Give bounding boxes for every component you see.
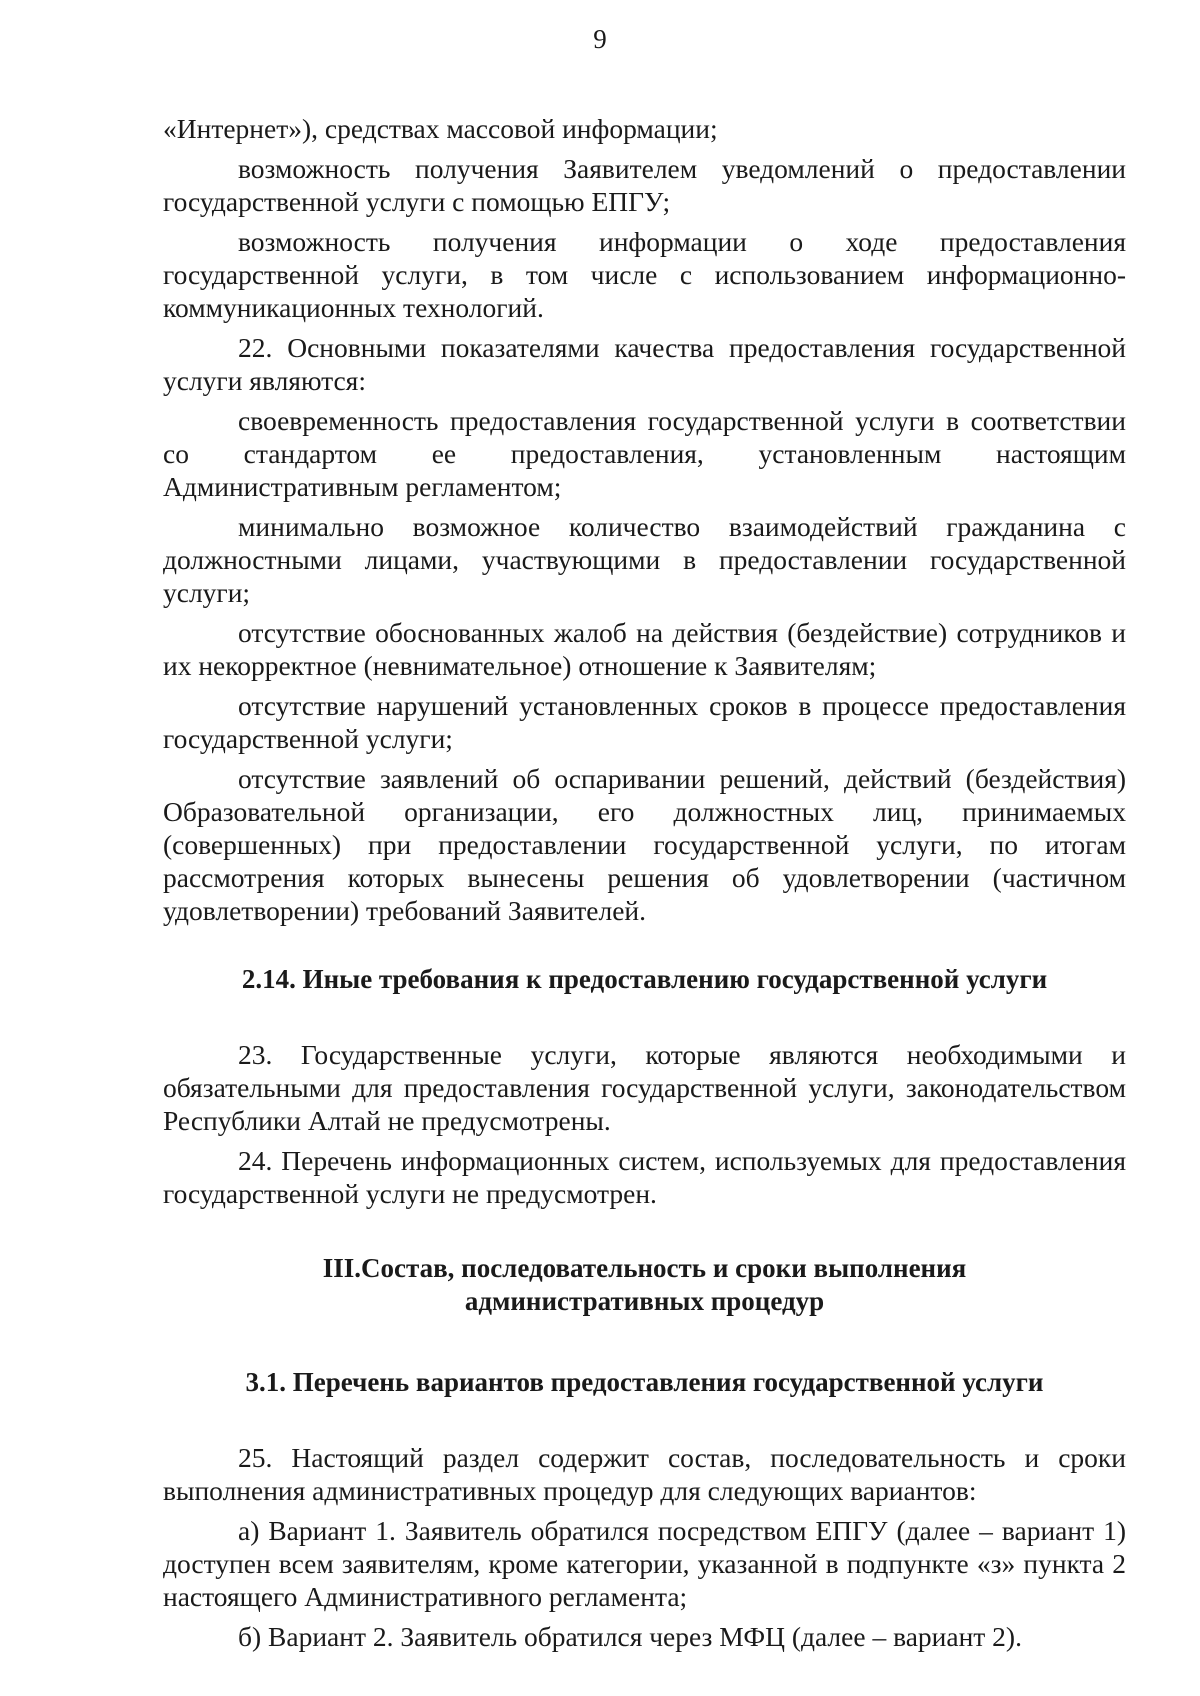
paragraph-item-24: 24. Перечень информационных систем, используемых для предоставления государственной услуги не предусмотрен.	[163, 1145, 1126, 1209]
paragraph: отсутствие заявлений об оспаривании решений, действий (бездействия) Образовательной организации, его должностных лиц, принимаемых (совершенных) при предоставлении государственной услуги, по итогам рассмотрения которых вынесены решения об удовлетворении (частичном удовлетворении) требований Заявителей.	[163, 763, 1126, 926]
section-heading-2-14: 2.14. Иные требования к предоставлению государственной услуги	[241, 964, 1048, 994]
paragraph-item-23: 23. Государственные услуги, которые являются необходимыми и обязательными для предоставления государственной услуги, законодательством Республики Алтай не предусмотрены.	[163, 1039, 1126, 1136]
paragraph-item-25: 25. Настоящий раздел содержит состав, последовательность и сроки выполнения административных процедур для следующих вариантов:	[163, 1442, 1126, 1506]
section-heading-III-line1: III.Состав, последовательность и сроки выполнения	[322, 1253, 967, 1283]
paragraph: возможность получения информации о ходе предоставления государственной услуги, в том числе с использованием информационно-коммуникационных технологий.	[163, 226, 1126, 323]
paragraph-item-22: 22. Основными показателями качества предоставления государственной услуги являются:	[163, 332, 1126, 396]
section-heading-III	[163, 1252, 1126, 1318]
section-heading-III-line2: административных процедур	[464, 1286, 825, 1316]
page-number: 9	[593, 24, 607, 54]
paragraph: своевременность предоставления государственной услуги в соответствии со стандартом ее предоставления, установленным настоящим Административным регламентом;	[163, 405, 1126, 502]
document-body	[163, 112, 1126, 1660]
paragraph: минимально возможное количество взаимодействий гражданина с должностными лицами, участвующими в предоставлении государственной услуги;	[163, 511, 1126, 608]
paragraph: отсутствие нарушений установленных сроков в процессе предоставления государственной услуги;	[163, 690, 1126, 754]
paragraph: «Интернет»), средствах массовой информации;	[163, 113, 718, 144]
paragraph: возможность получения Заявителем уведомлений о предоставлении государственной услуги с помощью ЕПГУ;	[163, 153, 1126, 217]
section-heading-3-1: 3.1. Перечень вариантов предоставления государственной услуги	[245, 1367, 1044, 1397]
paragraph-variant-1: а) Вариант 1. Заявитель обратился посредством ЕПГУ (далее – вариант 1) доступен всем заявителям, кроме категории, указанной в подпункте «з» пункта 2 настоящего Административного регламента;	[163, 1515, 1126, 1612]
paragraph: отсутствие обоснованных жалоб на действия (бездействие) сотрудников и их некорректное (невнимательное) отношение к Заявителям;	[163, 617, 1126, 681]
paragraph-variant-2: б) Вариант 2. Заявитель обратился через МФЦ (далее – вариант 2).	[238, 1621, 1022, 1652]
